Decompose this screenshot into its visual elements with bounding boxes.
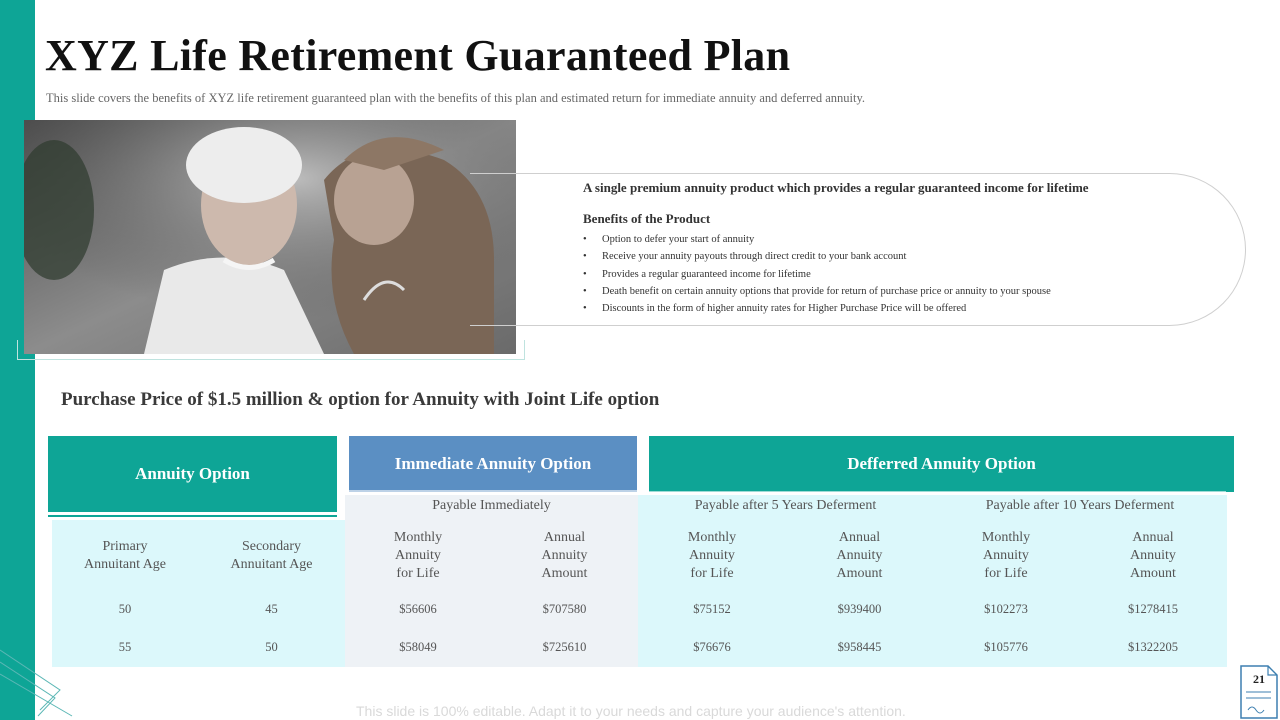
table-cell: 50 [265,640,278,654]
benefits-title: Benefits of the Product [583,211,711,226]
table-cell: $102273 [984,602,1028,616]
table-cell: 45 [265,602,278,616]
benefit-item: • Death benefit on certain annuity options that provide for return of purchase price or annuity to your spouse [583,285,1051,297]
column-header-annual: Annual Annuity Amount [836,530,883,581]
column-header-monthly: Monthly Annuity for Life [981,530,1031,581]
deferred-annuity-header: Defferred Annuity Option [649,436,1234,492]
table-cell: $958445 [837,640,882,654]
table-cell: 50 [118,602,132,616]
subheader-deferred-5: Payable after 5 Years Deferment [694,498,877,513]
page-title: XYZ Life Retirement Guaranteed Plan [45,31,791,80]
elderly-women-photo [24,120,516,354]
left-accent-bar [0,0,35,720]
column-header-annual: Annual Annuity Amount [541,530,588,581]
subheader-payable-immediately: Payable Immediately [432,498,551,513]
table-cell: $1322205 [1128,640,1178,654]
product-headline: A single premium annuity product which provides a regular guaranteed income for lifetime [583,180,1089,195]
benefit-item: • Receive your annuity payouts through direct credit to your bank account [583,251,907,263]
footer-note: This slide is 100% editable. Adapt it to your needs and capture your audience's attention. [356,703,906,719]
purchase-price-heading: Purchase Price of $1.5 million & option for Annuity with Joint Life option [61,389,660,410]
annuity-option-header: Annuity Option [48,436,337,512]
column-header-monthly: Monthly Annuity for Life [393,530,443,581]
table-cell: $75152 [693,602,731,616]
column-header-primary-age: Primary Annuitant Age [83,539,167,572]
table-cell: $707580 [542,602,587,616]
column-header-secondary-age: Secondary Annuitant Age [230,539,313,572]
immediate-annuity-header: Immediate Annuity Option [349,436,637,492]
table-cell: $58049 [399,640,437,654]
table-cell: $56606 [399,602,437,616]
benefit-item: • Option to defer your start of annuity [583,234,755,245]
benefit-item: • Provides a regular guaranteed income for lifetime [583,268,811,280]
table-cell: $105776 [984,640,1028,654]
column-header-monthly: Monthly Annuity for Life [687,530,737,581]
subheader-deferred-10: Payable after 10 Years Deferment [985,498,1175,513]
table-cell: $725610 [542,640,587,654]
table-cell: 55 [118,640,132,654]
page-subtitle: This slide covers the benefits of XYZ life retirement guaranteed plan with the benefits of this plan and estimated return for immediate annuity and deferred annuity. [46,91,866,105]
table-cell: $939400 [837,602,882,616]
table-cell: $1278415 [1128,602,1178,616]
benefit-item: • Discounts in the form of higher annuity rates for Higher Purchase Price will be offered [583,303,967,315]
table-cell: $76676 [693,640,731,654]
benefits-list [583,233,1051,319]
page-number: 21 [1253,672,1265,686]
column-header-annual: Annual Annuity Amount [1130,530,1176,581]
